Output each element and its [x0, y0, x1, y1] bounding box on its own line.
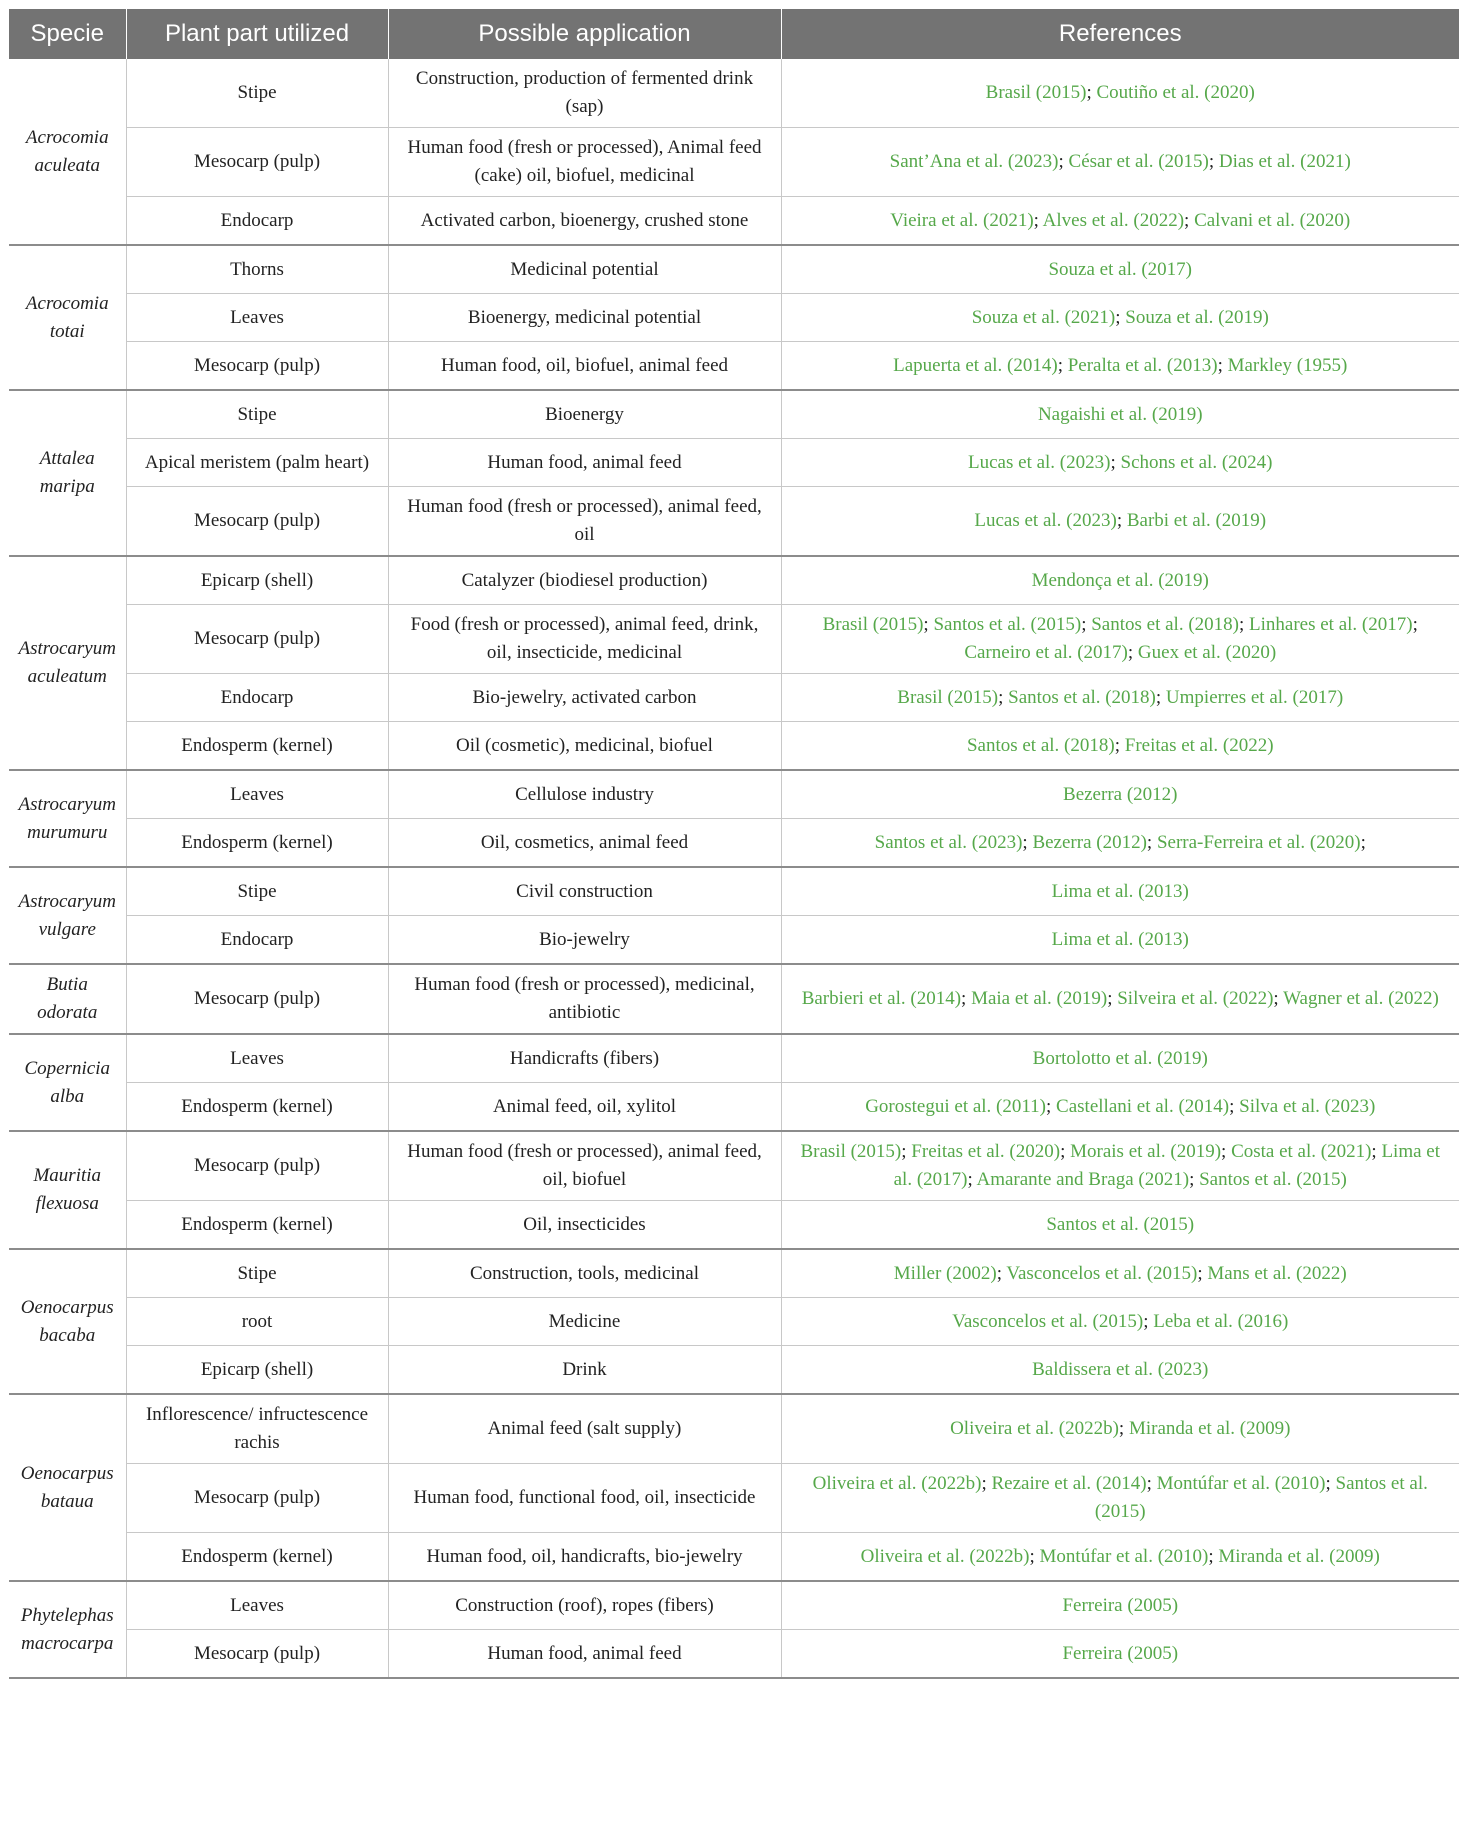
reference-link[interactable]: Nagaishi et al. (2019) — [1037, 403, 1203, 425]
reference-link[interactable]: Oliveira et al. (2022b) — [812, 1473, 982, 1494]
reference-link[interactable]: Vasconcelos et al. (2015) — [952, 1310, 1144, 1332]
application-cell: Oil, cosmetics, animal feed — [388, 819, 781, 868]
table-row — [9, 1298, 1459, 1346]
species-name-part: Astrocaryum — [18, 638, 116, 659]
references-cell — [781, 722, 1459, 771]
reference-link[interactable]: Freitas et al. (2022) — [1124, 734, 1274, 756]
table-row — [9, 556, 1459, 605]
reference-separator: ; — [1115, 306, 1126, 328]
application-cell: Medicinal potential — [388, 245, 781, 294]
references-cell — [781, 197, 1459, 246]
species-name-part: murumuru — [27, 821, 108, 843]
references-cell — [781, 1533, 1459, 1582]
table-row — [9, 342, 1459, 391]
references-cell — [781, 1581, 1459, 1630]
table-row — [9, 867, 1459, 916]
application-cell: Human food, animal feed — [388, 439, 781, 487]
plant-part-cell: Leaves — [126, 1581, 388, 1630]
table-row — [9, 1201, 1459, 1250]
reference-link[interactable]: Peralta et al. (2013) — [1067, 354, 1218, 376]
table-row — [9, 916, 1459, 965]
species-name-part: aculeatum — [27, 666, 107, 687]
plant-part-cell: Endocarp — [126, 197, 388, 246]
reference-link[interactable]: Mans et al. (2022) — [1207, 1262, 1347, 1284]
reference-link[interactable]: Santos et al. (2018) — [1008, 686, 1156, 708]
application-cell: Food (fresh or processed), animal feed, drink, oil, insecticide, medicinal — [388, 605, 781, 674]
application-cell: Animal feed, oil, xylitol — [388, 1083, 781, 1132]
references-cell — [781, 1394, 1459, 1464]
plant-part-cell: Stipe — [126, 1249, 388, 1298]
reference-link[interactable]: Rezaire et al. (2014) — [991, 1473, 1147, 1494]
reference-link[interactable]: Guex et al. (2020) — [1137, 642, 1277, 663]
reference-link[interactable]: Brasil (2015) — [897, 686, 999, 708]
species-name-part: flexuosa — [35, 1193, 99, 1214]
table-row — [9, 59, 1459, 128]
reference-link[interactable]: Lima et al. (2017) — [893, 1141, 1441, 1190]
species-name-part: bacaba — [39, 1324, 96, 1346]
reference-link[interactable]: Umpierres et al. (2017) — [1165, 686, 1344, 708]
references-cell — [781, 770, 1459, 819]
reference-separator: ; — [1239, 614, 1250, 635]
reference-separator: ; — [1107, 988, 1118, 1009]
reference-link[interactable]: Maia et al. (2019) — [971, 988, 1108, 1009]
reference-link[interactable]: Dias et al. (2021) — [1218, 151, 1351, 172]
species-name-part: Phytelephas — [20, 1604, 114, 1626]
application-cell: Cellulose industry — [388, 770, 781, 819]
references-cell — [781, 916, 1459, 965]
header-application: Possible application — [388, 9, 781, 59]
table-row — [9, 964, 1459, 1034]
reference-separator: ; — [1273, 988, 1284, 1009]
plant-part-cell: Endosperm (kernel) — [126, 1533, 388, 1582]
header-row — [9, 9, 1459, 59]
plant-part-cell: Stipe — [126, 390, 388, 439]
reference-separator: ; — [981, 1473, 992, 1494]
reference-link[interactable]: Brasil (2015) — [800, 1141, 902, 1162]
application-cell: Bio-jewelry — [388, 916, 781, 965]
application-cell: Bioenergy, medicinal potential — [388, 294, 781, 342]
reference-link[interactable]: Lucas et al. (2023) — [974, 510, 1117, 531]
reference-link[interactable]: Souza et al. (2017) — [1048, 258, 1192, 280]
plant-part-cell: Mesocarp (pulp) — [126, 1630, 388, 1679]
species-name-part: bataua — [40, 1490, 94, 1512]
reference-link[interactable]: Souza et al. (2019) — [1125, 306, 1269, 328]
application-cell: Human food (fresh or processed), medicinal, antibiotic — [388, 964, 781, 1034]
reference-separator: ; — [1022, 831, 1033, 853]
application-cell: Human food, animal feed — [388, 1630, 781, 1679]
species-name-part: alba — [50, 1085, 85, 1107]
reference-link[interactable]: Linhares et al. (2017) — [1249, 614, 1413, 635]
header-plant-part: Plant part utilized — [126, 9, 388, 59]
reference-link[interactable]: Carneiro et al. (2017) — [964, 642, 1128, 663]
reference-link[interactable]: Santos et al. (2023) — [874, 831, 1023, 853]
table-row — [9, 390, 1459, 439]
plant-part-cell: Stipe — [126, 59, 388, 128]
reference-separator: ; — [923, 614, 934, 635]
species-name-part: Attalea — [39, 448, 95, 469]
reference-link[interactable]: Costa et al. (2021) — [1231, 1141, 1372, 1162]
reference-link[interactable]: Calvani et al. (2020) — [1194, 209, 1351, 231]
species-name-part: aculeata — [34, 154, 100, 176]
reference-separator: ; — [1155, 686, 1166, 708]
references-cell — [781, 342, 1459, 391]
reference-separator: ; — [1146, 831, 1157, 853]
references-cell — [781, 1630, 1459, 1679]
reference-link[interactable]: Miller (2002) — [893, 1262, 997, 1284]
table-row — [9, 439, 1459, 487]
reference-link[interactable]: Barbieri et al. (2014) — [801, 988, 962, 1009]
reference-link[interactable]: Morais et al. (2019) — [1070, 1141, 1222, 1162]
application-cell: Catalyzer (biodiesel production) — [388, 556, 781, 605]
references-cell — [781, 819, 1459, 868]
reference-separator: ; — [1058, 151, 1069, 172]
reference-separator: ; — [1371, 1141, 1382, 1162]
reference-separator: ; — [1114, 734, 1125, 756]
plant-part-cell: Endosperm (kernel) — [126, 722, 388, 771]
reference-link[interactable]: Schons et al. (2024) — [1120, 451, 1273, 473]
table-row — [9, 197, 1459, 246]
plant-part-cell: Endosperm (kernel) — [126, 1201, 388, 1250]
species-cell — [9, 1131, 126, 1249]
plant-part-cell: Epicarp (shell) — [126, 556, 388, 605]
plant-part-cell: Leaves — [126, 1034, 388, 1083]
table-row — [9, 1249, 1459, 1298]
species-cell — [9, 59, 126, 245]
reference-link[interactable]: Bortolotto et al. (2019) — [1032, 1047, 1208, 1069]
reference-link[interactable]: Miranda et al. (2009) — [1218, 1545, 1380, 1567]
table-row — [9, 674, 1459, 722]
reference-link[interactable]: Amarante and Braga (2021) — [976, 1169, 1190, 1190]
reference-separator: ; — [1184, 209, 1195, 231]
reference-link[interactable]: Ferreira (2005) — [1062, 1594, 1179, 1616]
reference-link[interactable]: Souza et al. (2021) — [971, 306, 1116, 328]
table-row — [9, 722, 1459, 771]
reference-separator: ; — [1325, 1473, 1336, 1494]
table-row — [9, 1083, 1459, 1132]
table-row — [9, 1034, 1459, 1083]
references-cell — [781, 1083, 1459, 1132]
references-cell — [781, 128, 1459, 197]
application-cell: Human food, oil, biofuel, animal feed — [388, 342, 781, 391]
plant-part-cell: Leaves — [126, 770, 388, 819]
plant-part-cell: Endosperm (kernel) — [126, 819, 388, 868]
references-cell — [781, 59, 1459, 128]
application-cell: Construction (roof), ropes (fibers) — [388, 1581, 781, 1630]
species-name-part: Acrocomia — [25, 292, 109, 314]
application-cell: Medicine — [388, 1298, 781, 1346]
reference-separator: ; — [1060, 1141, 1071, 1162]
plant-part-cell: Mesocarp (pulp) — [126, 342, 388, 391]
references-cell — [781, 964, 1459, 1034]
application-cell: Activated carbon, bioenergy, crushed stone — [388, 197, 781, 246]
reference-separator: ; — [1118, 1418, 1129, 1439]
application-cell: Human food, functional food, oil, insecticide — [388, 1464, 781, 1533]
application-cell: Human food (fresh or processed), Animal feed (cake) oil, biofuel, medicinal — [388, 128, 781, 197]
reference-separator: ; — [1208, 1545, 1219, 1567]
reference-link[interactable]: Barbi et al. (2019) — [1126, 510, 1267, 531]
table-row — [9, 1630, 1459, 1679]
reference-link[interactable]: Santos et al. (2015) — [933, 614, 1082, 635]
reference-separator: ; — [1081, 614, 1092, 635]
reference-separator: ; — [1143, 1310, 1154, 1332]
reference-link[interactable]: Silveira et al. (2022) — [1117, 988, 1274, 1009]
reference-separator: ; — [1057, 354, 1068, 376]
species-name-part: macrocarpa — [21, 1632, 114, 1654]
references-cell — [781, 1298, 1459, 1346]
species-name-part: Copernicia — [24, 1057, 110, 1079]
reference-link[interactable]: Vasconcelos et al. (2015) — [1006, 1262, 1198, 1284]
species-name-part: Astrocaryum — [18, 890, 116, 912]
references-cell — [781, 1346, 1459, 1395]
plant-part-cell: Thorns — [126, 245, 388, 294]
species-name-part: Mauritia — [33, 1165, 102, 1186]
species-name-part: Astrocaryum — [18, 793, 116, 815]
reference-link[interactable]: Mendonça et al. (2019) — [1031, 569, 1209, 591]
reference-separator: ; — [1229, 1095, 1240, 1117]
plant-part-cell: Leaves — [126, 294, 388, 342]
references-cell — [781, 556, 1459, 605]
application-cell: Drink — [388, 1346, 781, 1395]
species-cell — [9, 556, 126, 770]
species-cell — [9, 390, 126, 556]
references-cell — [781, 1464, 1459, 1533]
header-references: References — [781, 9, 1459, 59]
plant-part-cell: Endocarp — [126, 916, 388, 965]
reference-link[interactable]: Alves et al. (2022) — [1042, 209, 1185, 231]
reference-link[interactable]: Montúfar et al. (2010) — [1039, 1545, 1209, 1567]
reference-link[interactable]: Brasil (2015) — [985, 82, 1087, 103]
reference-link[interactable]: Santos et al. (2015) — [1046, 1213, 1195, 1235]
application-cell: Bio-jewelry, activated carbon — [388, 674, 781, 722]
table-row — [9, 1394, 1459, 1464]
reference-link[interactable]: Lucas et al. (2023) — [968, 451, 1111, 473]
plant-part-cell: Mesocarp (pulp) — [126, 487, 388, 557]
table-row — [9, 1533, 1459, 1582]
application-cell: Human food, oil, handicrafts, bio-jewelry — [388, 1533, 781, 1582]
references-cell — [781, 1249, 1459, 1298]
plant-part-cell: Stipe — [126, 867, 388, 916]
reference-link[interactable]: Ferreira (2005) — [1062, 1642, 1179, 1664]
reference-separator: ; — [1197, 1262, 1208, 1284]
references-cell — [781, 1034, 1459, 1083]
table-row — [9, 128, 1459, 197]
application-cell: Handicrafts (fibers) — [388, 1034, 781, 1083]
reference-separator: ; — [901, 1141, 912, 1162]
reference-link[interactable]: Wagner et al. (2022) — [1283, 988, 1439, 1009]
species-cell — [9, 770, 126, 867]
table-row — [9, 294, 1459, 342]
plant-part-cell: Mesocarp (pulp) — [126, 1464, 388, 1533]
reference-separator: ; — [1046, 1095, 1057, 1117]
reference-link[interactable]: Bezerra (2012) — [1032, 831, 1147, 853]
plant-part-cell: Endocarp — [126, 674, 388, 722]
reference-separator: ; — [961, 988, 972, 1009]
reference-separator: ; — [1221, 1141, 1232, 1162]
palm-uses-table — [9, 9, 1459, 1679]
species-name-part: maripa — [39, 476, 95, 497]
species-name-part: Butia — [46, 974, 88, 995]
reference-separator: ; — [1110, 451, 1121, 473]
header-specie: Specie — [9, 9, 126, 59]
species-cell — [9, 1249, 126, 1394]
references-cell — [781, 867, 1459, 916]
table-row — [9, 1131, 1459, 1201]
species-cell — [9, 1394, 126, 1581]
reference-separator: ; — [1189, 1169, 1200, 1190]
species-cell — [9, 964, 126, 1034]
reference-link[interactable]: Gorostegui et al. (2011) — [865, 1095, 1047, 1117]
plant-part-cell: Endosperm (kernel) — [126, 1083, 388, 1132]
species-name-part: totai — [49, 320, 85, 342]
reference-link[interactable]: César et al. (2015) — [1068, 151, 1209, 172]
reference-separator: ; — [967, 1169, 977, 1190]
reference-link[interactable]: Coutiño et al. (2020) — [1096, 82, 1255, 103]
reference-link[interactable]: Leba et al. (2016) — [1153, 1310, 1289, 1332]
application-cell: Oil, insecticides — [388, 1201, 781, 1250]
references-cell — [781, 605, 1459, 674]
reference-link[interactable]: Castellani et al. (2014) — [1056, 1095, 1230, 1117]
application-cell: Construction, tools, medicinal — [388, 1249, 781, 1298]
species-cell — [9, 1034, 126, 1131]
species-name-part: Oenocarpus — [20, 1296, 114, 1318]
reference-link[interactable]: Brasil (2015) — [822, 614, 924, 635]
references-cell — [781, 1201, 1459, 1250]
reference-link[interactable]: Baldissera et al. (2023) — [1032, 1358, 1209, 1380]
table-row — [9, 1464, 1459, 1533]
plant-part-cell: Mesocarp (pulp) — [126, 1131, 388, 1201]
plant-part-cell: root — [126, 1298, 388, 1346]
application-cell: Animal feed (salt supply) — [388, 1394, 781, 1464]
reference-separator: ; — [1217, 354, 1228, 376]
reference-link[interactable]: Lima et al. (2013) — [1051, 880, 1189, 902]
references-cell — [781, 294, 1459, 342]
plant-part-cell: Apical meristem (palm heart) — [126, 439, 388, 487]
reference-separator: ; — [1127, 642, 1138, 663]
table-row — [9, 605, 1459, 674]
references-cell — [781, 674, 1459, 722]
table-row — [9, 487, 1459, 557]
reference-separator: ; — [996, 1262, 1007, 1284]
reference-separator: ; — [1086, 82, 1097, 103]
reference-trailing-separator: ; — [1360, 831, 1366, 853]
species-name-part: Acrocomia — [25, 126, 109, 148]
reference-link[interactable]: Sant’Ana et al. (2023) — [889, 151, 1059, 172]
species-cell — [9, 245, 126, 390]
reference-link[interactable]: Miranda et al. (2009) — [1128, 1418, 1291, 1439]
reference-link[interactable]: Santos et al. (2015) — [1199, 1169, 1347, 1190]
plant-part-cell: Mesocarp (pulp) — [126, 605, 388, 674]
reference-separator: ; — [1033, 209, 1043, 231]
reference-link[interactable]: Vieira et al. (2021) — [890, 209, 1034, 231]
reference-link[interactable]: Santos et al. (2018) — [966, 734, 1115, 756]
reference-link[interactable]: Montúfar et al. (2010) — [1156, 1473, 1326, 1494]
table-row — [9, 1581, 1459, 1630]
reference-separator: ; — [1146, 1473, 1157, 1494]
species-cell — [9, 1581, 126, 1678]
table-row — [9, 1346, 1459, 1395]
table-row — [9, 819, 1459, 868]
references-cell — [781, 487, 1459, 557]
reference-link[interactable]: Santos et al. (2015) — [1094, 1473, 1428, 1522]
reference-link[interactable]: Freitas et al. (2020) — [911, 1141, 1061, 1162]
reference-link[interactable]: Bezerra (2012) — [1063, 783, 1178, 805]
application-cell: Bioenergy — [388, 390, 781, 439]
table-row — [9, 770, 1459, 819]
reference-link[interactable]: Santos et al. (2018) — [1091, 614, 1239, 635]
application-cell: Human food (fresh or processed), animal feed, oil, biofuel — [388, 1131, 781, 1201]
reference-link[interactable]: Markley (1955) — [1227, 354, 1348, 376]
reference-link[interactable]: Silva et al. (2023) — [1239, 1095, 1376, 1117]
application-cell: Human food (fresh or processed), animal feed, oil — [388, 487, 781, 557]
species-name-part: vulgare — [38, 918, 96, 940]
references-cell — [781, 1131, 1459, 1201]
plant-part-cell: Epicarp (shell) — [126, 1346, 388, 1395]
application-cell: Construction, production of fermented drink (sap) — [388, 59, 781, 128]
species-cell — [9, 867, 126, 964]
references-cell — [781, 390, 1459, 439]
table-row — [9, 245, 1459, 294]
species-name-part: odorata — [37, 1002, 98, 1023]
reference-separator: ; — [1208, 151, 1219, 172]
reference-link[interactable]: Oliveira et al. (2022b) — [860, 1545, 1030, 1567]
application-cell: Oil (cosmetic), medicinal, biofuel — [388, 722, 781, 771]
reference-separator: ; — [1029, 1545, 1040, 1567]
plant-part-cell: Inflorescence/ infructescence rachis — [126, 1394, 388, 1464]
reference-link[interactable]: Oliveira et al. (2022b) — [950, 1418, 1119, 1439]
reference-link[interactable]: Serra-Ferreira et al. (2020) — [1156, 831, 1361, 853]
reference-separator: ; — [1116, 510, 1127, 531]
references-cell — [781, 245, 1459, 294]
plant-part-cell: Mesocarp (pulp) — [126, 964, 388, 1034]
table-body — [9, 59, 1459, 1678]
reference-separator: ; — [998, 686, 1009, 708]
plant-part-cell: Mesocarp (pulp) — [126, 128, 388, 197]
references-cell — [781, 439, 1459, 487]
species-name-part: Oenocarpus — [20, 1462, 114, 1484]
reference-link[interactable]: Lima et al. (2013) — [1051, 928, 1189, 950]
reference-separator: ; — [1412, 614, 1418, 635]
reference-link[interactable]: Lapuerta et al. (2014) — [893, 354, 1058, 376]
application-cell: Civil construction — [388, 867, 781, 916]
